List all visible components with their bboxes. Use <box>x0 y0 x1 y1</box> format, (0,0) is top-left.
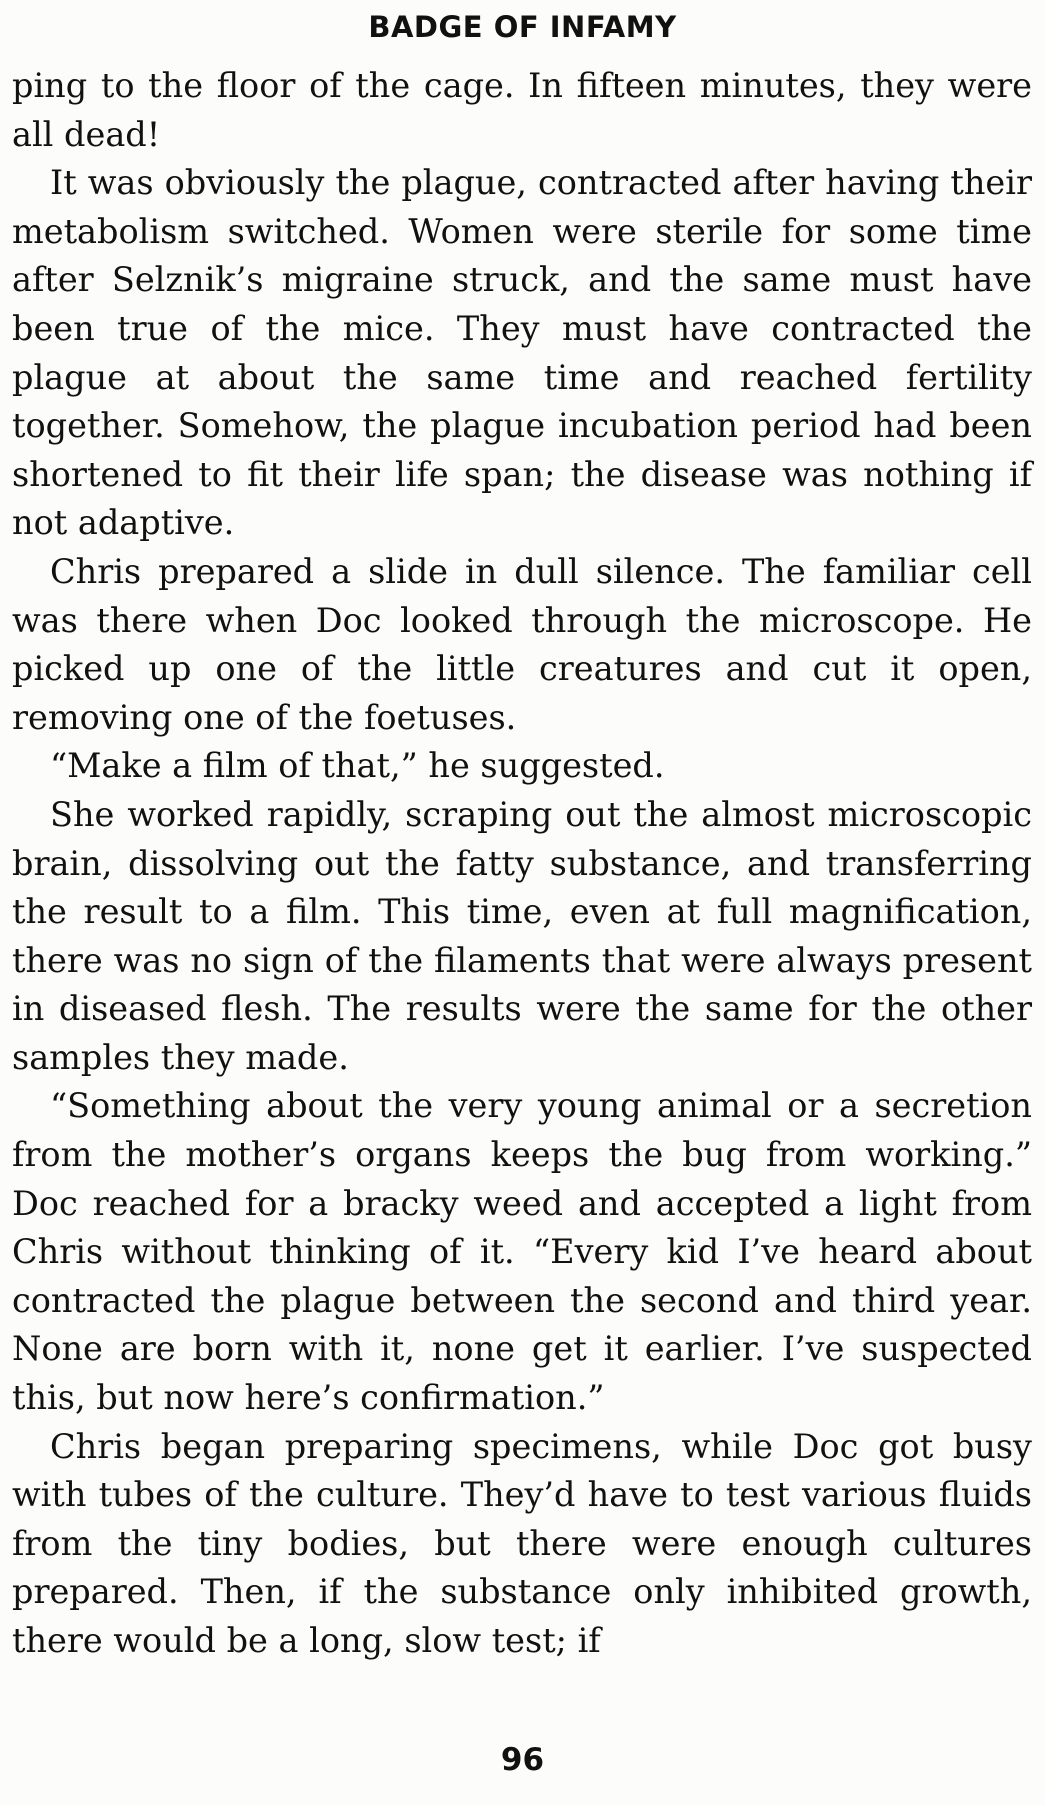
paragraph: “Make a film of that,” he suggested. <box>50 746 665 786</box>
paragraph-continued: ping to the floor of the cage. In fifteen minutes, they were all dead! <box>12 66 1032 154</box>
paragraph: “Something about the very young animal or a secretion from the mother’s organs keeps the bug from working.” Doc reached for a bracky weed and accepted a light from Chris without thinking of it. “Every kid I’ve heard about contracted the plague between the second and third year. None are born with it, none get it earlier. I’ve suspected this, but now here’s confirmation.” <box>12 1086 1032 1418</box>
paragraph: She worked rapidly, scraping out the almost microscopic brain, dissolving out the fatty substance, and transferring the result to a film. This time, even at full magnification, there was no sign of the filaments that were always present in diseased flesh. The results were the same for the other samples they made. <box>12 794 1032 1077</box>
paragraph: Chris prepared a slide in dull silence. The familiar cell was there when Doc looked through the microscope. He picked up one of the little creatures and cut it open, removing one of the foetuses. <box>12 551 1032 737</box>
paragraph: Chris began preparing specimens, while Doc got busy with tubes of the culture. They’d have to test various fluids from the tiny bodies, but there were enough cultures prepared. Then, if the substance only inhibited growth, there would be a long, slow test; if <box>12 1426 1032 1660</box>
body-text <box>12 62 1032 1666</box>
paragraph: It was obviously the plague, contracted after having their metabolism switched. Women were sterile for some time after Selznik’s migraine struck, and the same must have been true of the mice. They must have contracted the plague at about the same time and reached fertility together. Somehow, the plague incubation period had been shortened to fit their life span; the disease was nothing if not adaptive. <box>12 163 1032 543</box>
page-number: 96 <box>500 1742 545 1778</box>
running-head: BADGE OF INFAMY <box>368 10 677 44</box>
